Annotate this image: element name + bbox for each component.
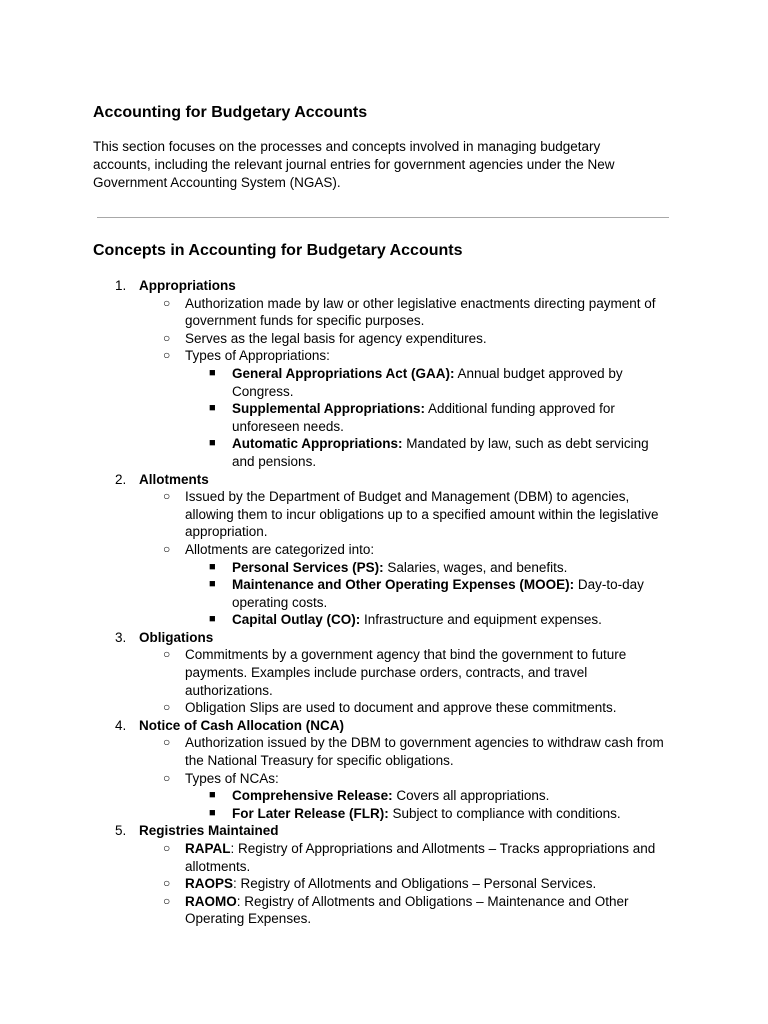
concept-title: Notice of Cash Allocation (NCA) <box>139 717 345 733</box>
concept-number: 1. <box>115 278 127 293</box>
concept-point <box>93 646 673 699</box>
hollow-bullet-icon: ○ <box>163 735 171 750</box>
concept-subpoint <box>93 805 673 823</box>
point-text: Issued by the Department of Budget and Management (DBM) to agencies, allowing them to incur obligations up to a specified amount within the legislative appropriation. <box>185 489 659 540</box>
concept-subpoint <box>93 559 673 577</box>
intro-paragraph: This section focuses on the processes and concepts involved in managing budgetary accounts, including the relevant journal entries for government agencies under the New Government Accounting System (NGAS). <box>93 139 615 190</box>
concept-item-3 <box>93 629 673 647</box>
concept-title: Registries Maintained <box>139 823 279 839</box>
concept-title: Obligations <box>139 629 214 645</box>
subpoint-text: Day-to-day operating costs. <box>232 577 644 610</box>
concept-item-5 <box>93 822 673 840</box>
concepts-list <box>93 277 673 928</box>
point-text: : Registry of Appropriations and Allotments – Tracks appropriations and allotments. <box>185 841 656 874</box>
point-text: Types of Appropriations: <box>185 348 330 364</box>
hollow-bullet-icon: ○ <box>163 700 171 715</box>
subpoint-text: Salaries, wages, and benefits. <box>383 559 568 575</box>
hollow-bullet-icon: ○ <box>163 876 171 891</box>
concept-point <box>93 875 673 893</box>
hollow-bullet-icon: ○ <box>163 330 171 345</box>
subpoint-label: Comprehensive Release: <box>232 788 393 804</box>
point-text: Authorization made by law or other legislative enactments directing payment of government funds for specific purposes. <box>185 295 656 329</box>
hollow-bullet-icon: ○ <box>163 893 171 908</box>
concept-number: 3. <box>115 629 127 645</box>
hollow-bullet-icon: ○ <box>163 770 171 785</box>
concept-item-4 <box>93 717 673 735</box>
concept-point <box>93 840 673 875</box>
square-bullet-icon: ■ <box>209 402 216 415</box>
point-text: : Registry of Allotments and Obligations – Maintenance and Other Operating Expenses. <box>185 893 629 927</box>
hollow-bullet-icon: ○ <box>163 295 171 310</box>
concept-point <box>93 541 673 559</box>
concept-number: 4. <box>115 717 127 733</box>
point-text: Commitments by a government agency that bind the government to future payments. Examples include purchase orders, contracts, and travel authorizations. <box>185 647 627 698</box>
concept-number: 5. <box>115 823 127 839</box>
subpoint-text: Annual budget approved by Congress. <box>232 365 623 399</box>
subpoint-label: Automatic Appropriations: <box>232 436 403 452</box>
concept-point <box>93 734 673 769</box>
concept-subpoint <box>93 400 673 435</box>
square-bullet-icon: ■ <box>209 613 216 626</box>
concept-subpoint <box>93 576 673 611</box>
subpoint-text: Subject to compliance with conditions. <box>388 805 621 821</box>
concept-subpoint <box>93 435 673 470</box>
subpoint-text: Infrastructure and equipment expenses. <box>360 612 602 628</box>
concept-subpoint <box>93 787 673 805</box>
concept-item-2 <box>93 471 673 489</box>
hollow-bullet-icon: ○ <box>163 647 171 662</box>
section-divider <box>97 217 669 218</box>
square-bullet-icon: ■ <box>209 789 216 802</box>
square-bullet-icon: ■ <box>209 560 216 573</box>
hollow-bullet-icon: ○ <box>163 348 171 363</box>
subpoint-label: Supplemental Appropriations: <box>232 401 426 417</box>
concept-number: 2. <box>115 471 127 487</box>
concept-point <box>93 347 673 365</box>
concepts-heading: Concepts in Accounting for Budgetary Accounts <box>93 242 463 259</box>
subpoint-text: Mandated by law, such as debt servicing and pensions. <box>232 436 649 469</box>
subpoint-text: Covers all appropriations. <box>392 788 550 804</box>
hollow-bullet-icon: ○ <box>163 541 171 556</box>
concept-title: Appropriations <box>139 278 236 293</box>
point-text: : Registry of Allotments and Obligations – Personal Services. <box>233 876 597 892</box>
page-title: Accounting for Budgetary Accounts <box>93 104 368 121</box>
concept-item-1 <box>93 277 673 295</box>
point-text: Authorization issued by the DBM to government agencies to withdraw cash from the National Treasury for specific obligations. <box>185 735 664 769</box>
concept-point <box>93 699 673 717</box>
square-bullet-icon: ■ <box>209 437 216 450</box>
square-bullet-icon: ■ <box>209 806 216 819</box>
point-label: RAOPS <box>185 876 234 892</box>
point-label: RAOMO <box>185 893 237 909</box>
subpoint-text: Additional funding approved for unforeseen needs. <box>232 401 615 434</box>
concept-point <box>93 488 673 541</box>
point-text: Obligation Slips are used to document and approve these commitments. <box>185 700 617 716</box>
square-bullet-icon: ■ <box>209 366 216 379</box>
point-text: Allotments are categorized into: <box>185 541 375 557</box>
concept-subpoint <box>93 365 673 400</box>
concept-point <box>93 893 673 928</box>
point-text: Types of NCAs: <box>185 770 279 786</box>
point-label: RAPAL <box>185 841 231 856</box>
subpoint-label: Maintenance and Other Operating Expenses (MOOE): <box>232 577 575 593</box>
point-text: Serves as the legal basis for agency expenditures. <box>185 330 487 346</box>
concept-title: Allotments <box>139 471 209 487</box>
subpoint-label: Personal Services (PS): <box>232 559 384 575</box>
hollow-bullet-icon: ○ <box>163 841 171 855</box>
concept-subpoint <box>93 611 673 629</box>
subpoint-label: Capital Outlay (CO): <box>232 612 361 628</box>
concept-point <box>93 770 673 788</box>
subpoint-label: For Later Release (FLR): <box>232 805 389 821</box>
subpoint-label: General Appropriations Act (GAA): <box>232 365 455 381</box>
concept-point <box>93 330 673 348</box>
square-bullet-icon: ■ <box>209 578 216 591</box>
hollow-bullet-icon: ○ <box>163 489 171 504</box>
concept-point <box>93 295 673 330</box>
